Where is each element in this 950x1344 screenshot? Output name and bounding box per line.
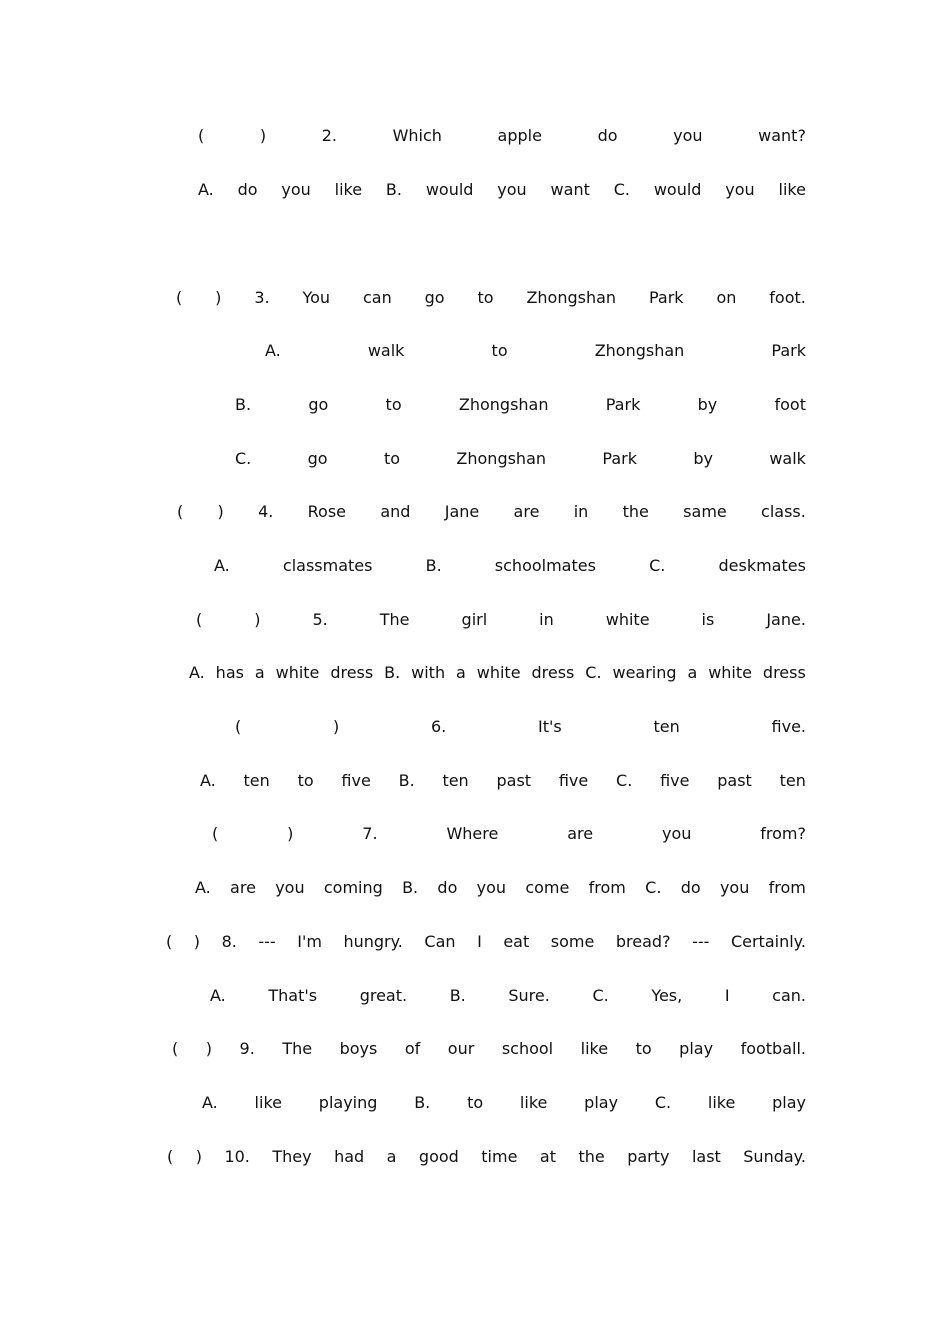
- word: from: [588, 878, 626, 897]
- word: five: [341, 771, 371, 790]
- word: Sunday.: [743, 1147, 806, 1166]
- word: 8.: [221, 932, 237, 951]
- word: to: [383, 449, 401, 468]
- question-8-line: [166, 930, 806, 954]
- word: a: [254, 663, 265, 682]
- word: B.: [449, 986, 466, 1005]
- word: like: [334, 180, 363, 199]
- word: ): [215, 288, 222, 307]
- word: past: [496, 771, 532, 790]
- word: in: [539, 610, 554, 629]
- word: do: [237, 180, 258, 199]
- word: Zhongshan: [594, 341, 685, 360]
- word: by: [693, 449, 713, 468]
- word: B.: [235, 395, 252, 414]
- word: class.: [761, 502, 806, 521]
- question-7-options: [195, 876, 806, 900]
- word: like: [254, 1093, 282, 1112]
- word: some: [550, 932, 595, 951]
- word: like: [519, 1093, 548, 1112]
- word: ): [193, 932, 201, 951]
- word: play: [679, 1039, 714, 1058]
- word: Which: [392, 126, 442, 145]
- word: the: [622, 502, 649, 521]
- word: C.: [654, 1093, 672, 1112]
- word: can: [362, 288, 392, 307]
- question-8-options: [210, 984, 806, 1008]
- word: of: [404, 1039, 421, 1058]
- word: B.: [425, 556, 442, 575]
- word: Sure.: [508, 986, 550, 1005]
- word: to: [635, 1039, 652, 1058]
- word: to: [477, 288, 494, 307]
- word: Zhongshan: [526, 288, 617, 307]
- word: white: [708, 663, 752, 682]
- word: to: [297, 771, 314, 790]
- word: to: [467, 1093, 484, 1112]
- word: Where: [446, 824, 499, 843]
- word: you: [275, 878, 305, 897]
- question-3-option-b: [235, 393, 806, 417]
- word: ): [254, 610, 261, 629]
- word: go: [308, 395, 329, 414]
- word: Can: [424, 932, 456, 951]
- question-2-line: [198, 124, 806, 148]
- word: are: [230, 878, 256, 897]
- question-4-line: [177, 500, 806, 524]
- word: at: [539, 1147, 556, 1166]
- word: a: [456, 663, 466, 682]
- word: A.: [214, 556, 230, 575]
- word: are: [513, 502, 540, 521]
- word: Rose: [307, 502, 347, 521]
- word: past: [717, 771, 752, 790]
- word: 10.: [224, 1147, 250, 1166]
- word: ten: [243, 771, 270, 790]
- word: C.: [645, 878, 662, 897]
- word: on: [716, 288, 737, 307]
- word: ten: [442, 771, 469, 790]
- word: to: [385, 395, 402, 414]
- word: want: [550, 180, 590, 199]
- word: (: [235, 717, 242, 736]
- word: You: [302, 288, 331, 307]
- word: you: [673, 126, 703, 145]
- word: ): [217, 502, 224, 521]
- word: That's: [268, 986, 318, 1005]
- word: by: [697, 395, 718, 414]
- word: 4.: [258, 502, 274, 521]
- word: you: [719, 878, 750, 897]
- word: C.: [592, 986, 609, 1005]
- word: A.: [198, 180, 214, 199]
- word: are: [567, 824, 594, 843]
- word: hungry.: [343, 932, 403, 951]
- question-7-line: [212, 822, 806, 846]
- word: ): [205, 1039, 213, 1058]
- question-2-options: [198, 178, 806, 202]
- word: B.: [385, 180, 402, 199]
- word: go: [307, 449, 328, 468]
- word: white: [476, 663, 521, 682]
- question-9-options: [202, 1091, 806, 1115]
- word: the: [578, 1147, 605, 1166]
- word: C.: [616, 771, 633, 790]
- word: bread?: [615, 932, 671, 951]
- word: C.: [235, 449, 252, 468]
- word: Jane.: [766, 610, 806, 629]
- word: you: [476, 878, 507, 897]
- word: dress: [531, 663, 575, 682]
- word: (: [172, 1039, 179, 1058]
- word: A.: [202, 1093, 218, 1112]
- word: 3.: [254, 288, 270, 307]
- word: B.: [402, 878, 419, 897]
- word: like: [707, 1093, 736, 1112]
- word: A.: [200, 771, 216, 790]
- word: ten: [653, 717, 680, 736]
- word: Park: [605, 395, 641, 414]
- word: C.: [613, 180, 630, 199]
- word: (: [177, 502, 184, 521]
- word: A.: [210, 986, 226, 1005]
- word: Certainly.: [730, 932, 806, 951]
- word: B.: [398, 771, 415, 790]
- word: great.: [359, 986, 408, 1005]
- word: has: [215, 663, 244, 682]
- word: do: [680, 878, 701, 897]
- word: last: [691, 1147, 721, 1166]
- word: good: [418, 1147, 459, 1166]
- question-5-options: [189, 661, 806, 685]
- word: girl: [461, 610, 488, 629]
- word: boys: [339, 1039, 378, 1058]
- word: football.: [740, 1039, 806, 1058]
- word: eat: [503, 932, 530, 951]
- word: go: [424, 288, 445, 307]
- word: foot: [774, 395, 806, 414]
- word: Zhongshan: [456, 449, 547, 468]
- word: come: [525, 878, 570, 897]
- question-10-line: [167, 1145, 806, 1169]
- question-5-line: [196, 608, 806, 632]
- word: ): [287, 824, 294, 843]
- word: and: [380, 502, 411, 521]
- word: can.: [772, 986, 806, 1005]
- word: five: [558, 771, 589, 790]
- word: do: [597, 126, 618, 145]
- word: from?: [760, 824, 806, 843]
- word: I: [724, 986, 730, 1005]
- word: foot.: [769, 288, 806, 307]
- word: schoolmates: [494, 556, 596, 575]
- word: A.: [265, 341, 281, 360]
- word: want?: [758, 126, 806, 145]
- word: 2.: [321, 126, 337, 145]
- word: to: [491, 341, 508, 360]
- word: (: [196, 610, 203, 629]
- word: (: [212, 824, 219, 843]
- word: 7.: [362, 824, 378, 843]
- word: playing: [318, 1093, 378, 1112]
- word: (: [198, 126, 205, 145]
- word: C.: [649, 556, 666, 575]
- word: C.: [585, 663, 602, 682]
- word: coming: [323, 878, 383, 897]
- word: a: [687, 663, 698, 682]
- question-3-line: [176, 286, 806, 310]
- word: (: [176, 288, 183, 307]
- word: you: [497, 180, 527, 199]
- question-3-option-c: [235, 447, 806, 471]
- word: Park: [648, 288, 684, 307]
- word: Jane: [444, 502, 480, 521]
- word: ---: [258, 932, 276, 951]
- word: dress: [762, 663, 806, 682]
- word: would: [425, 180, 474, 199]
- word: a: [386, 1147, 397, 1166]
- word: like: [778, 180, 806, 199]
- word: A.: [195, 878, 211, 897]
- word: They: [272, 1147, 312, 1166]
- word: you: [725, 180, 755, 199]
- word: you: [281, 180, 311, 199]
- word: five: [660, 771, 690, 790]
- word: dress: [330, 663, 374, 682]
- word: in: [573, 502, 589, 521]
- question-3-option-a: [265, 339, 806, 363]
- word: Yes,: [651, 986, 683, 1005]
- word: I'm: [297, 932, 322, 951]
- word: party: [627, 1147, 670, 1166]
- word: Park: [771, 341, 806, 360]
- word: ): [259, 126, 267, 145]
- word: I: [477, 932, 482, 951]
- word: B.: [384, 663, 401, 682]
- word: 6.: [431, 717, 447, 736]
- question-4-options: [214, 554, 806, 578]
- word: from: [768, 878, 806, 897]
- word: ---: [692, 932, 710, 951]
- word: white: [275, 663, 320, 682]
- word: B.: [414, 1093, 431, 1112]
- word: (: [167, 1147, 174, 1166]
- word: time: [481, 1147, 518, 1166]
- word: had: [334, 1147, 365, 1166]
- word: The: [282, 1039, 313, 1058]
- word: Park: [602, 449, 637, 468]
- word: ): [333, 717, 340, 736]
- question-6-options: [200, 769, 806, 793]
- word: walk: [367, 341, 405, 360]
- word: ten: [779, 771, 806, 790]
- word: is: [701, 610, 715, 629]
- word: (: [166, 932, 173, 951]
- word: school: [501, 1039, 554, 1058]
- word: 5.: [312, 610, 328, 629]
- word: play: [584, 1093, 619, 1112]
- question-9-line: [172, 1037, 806, 1061]
- word: our: [447, 1039, 475, 1058]
- word: A.: [189, 663, 205, 682]
- word: classmates: [282, 556, 373, 575]
- word: walk: [769, 449, 806, 468]
- word: wearing: [612, 663, 677, 682]
- word: with: [411, 663, 446, 682]
- word: five.: [771, 717, 806, 736]
- word: The: [379, 610, 410, 629]
- word: 9.: [239, 1039, 255, 1058]
- word: you: [661, 824, 692, 843]
- word: white: [605, 610, 650, 629]
- word: same: [683, 502, 727, 521]
- word: play: [772, 1093, 806, 1112]
- word: would: [653, 180, 702, 199]
- word: do: [437, 878, 458, 897]
- word: Zhongshan: [458, 395, 549, 414]
- question-6-line: [235, 715, 806, 739]
- word: ): [195, 1147, 202, 1166]
- word: It's: [538, 717, 562, 736]
- word: apple: [497, 126, 542, 145]
- word: deskmates: [718, 556, 806, 575]
- word: like: [580, 1039, 609, 1058]
